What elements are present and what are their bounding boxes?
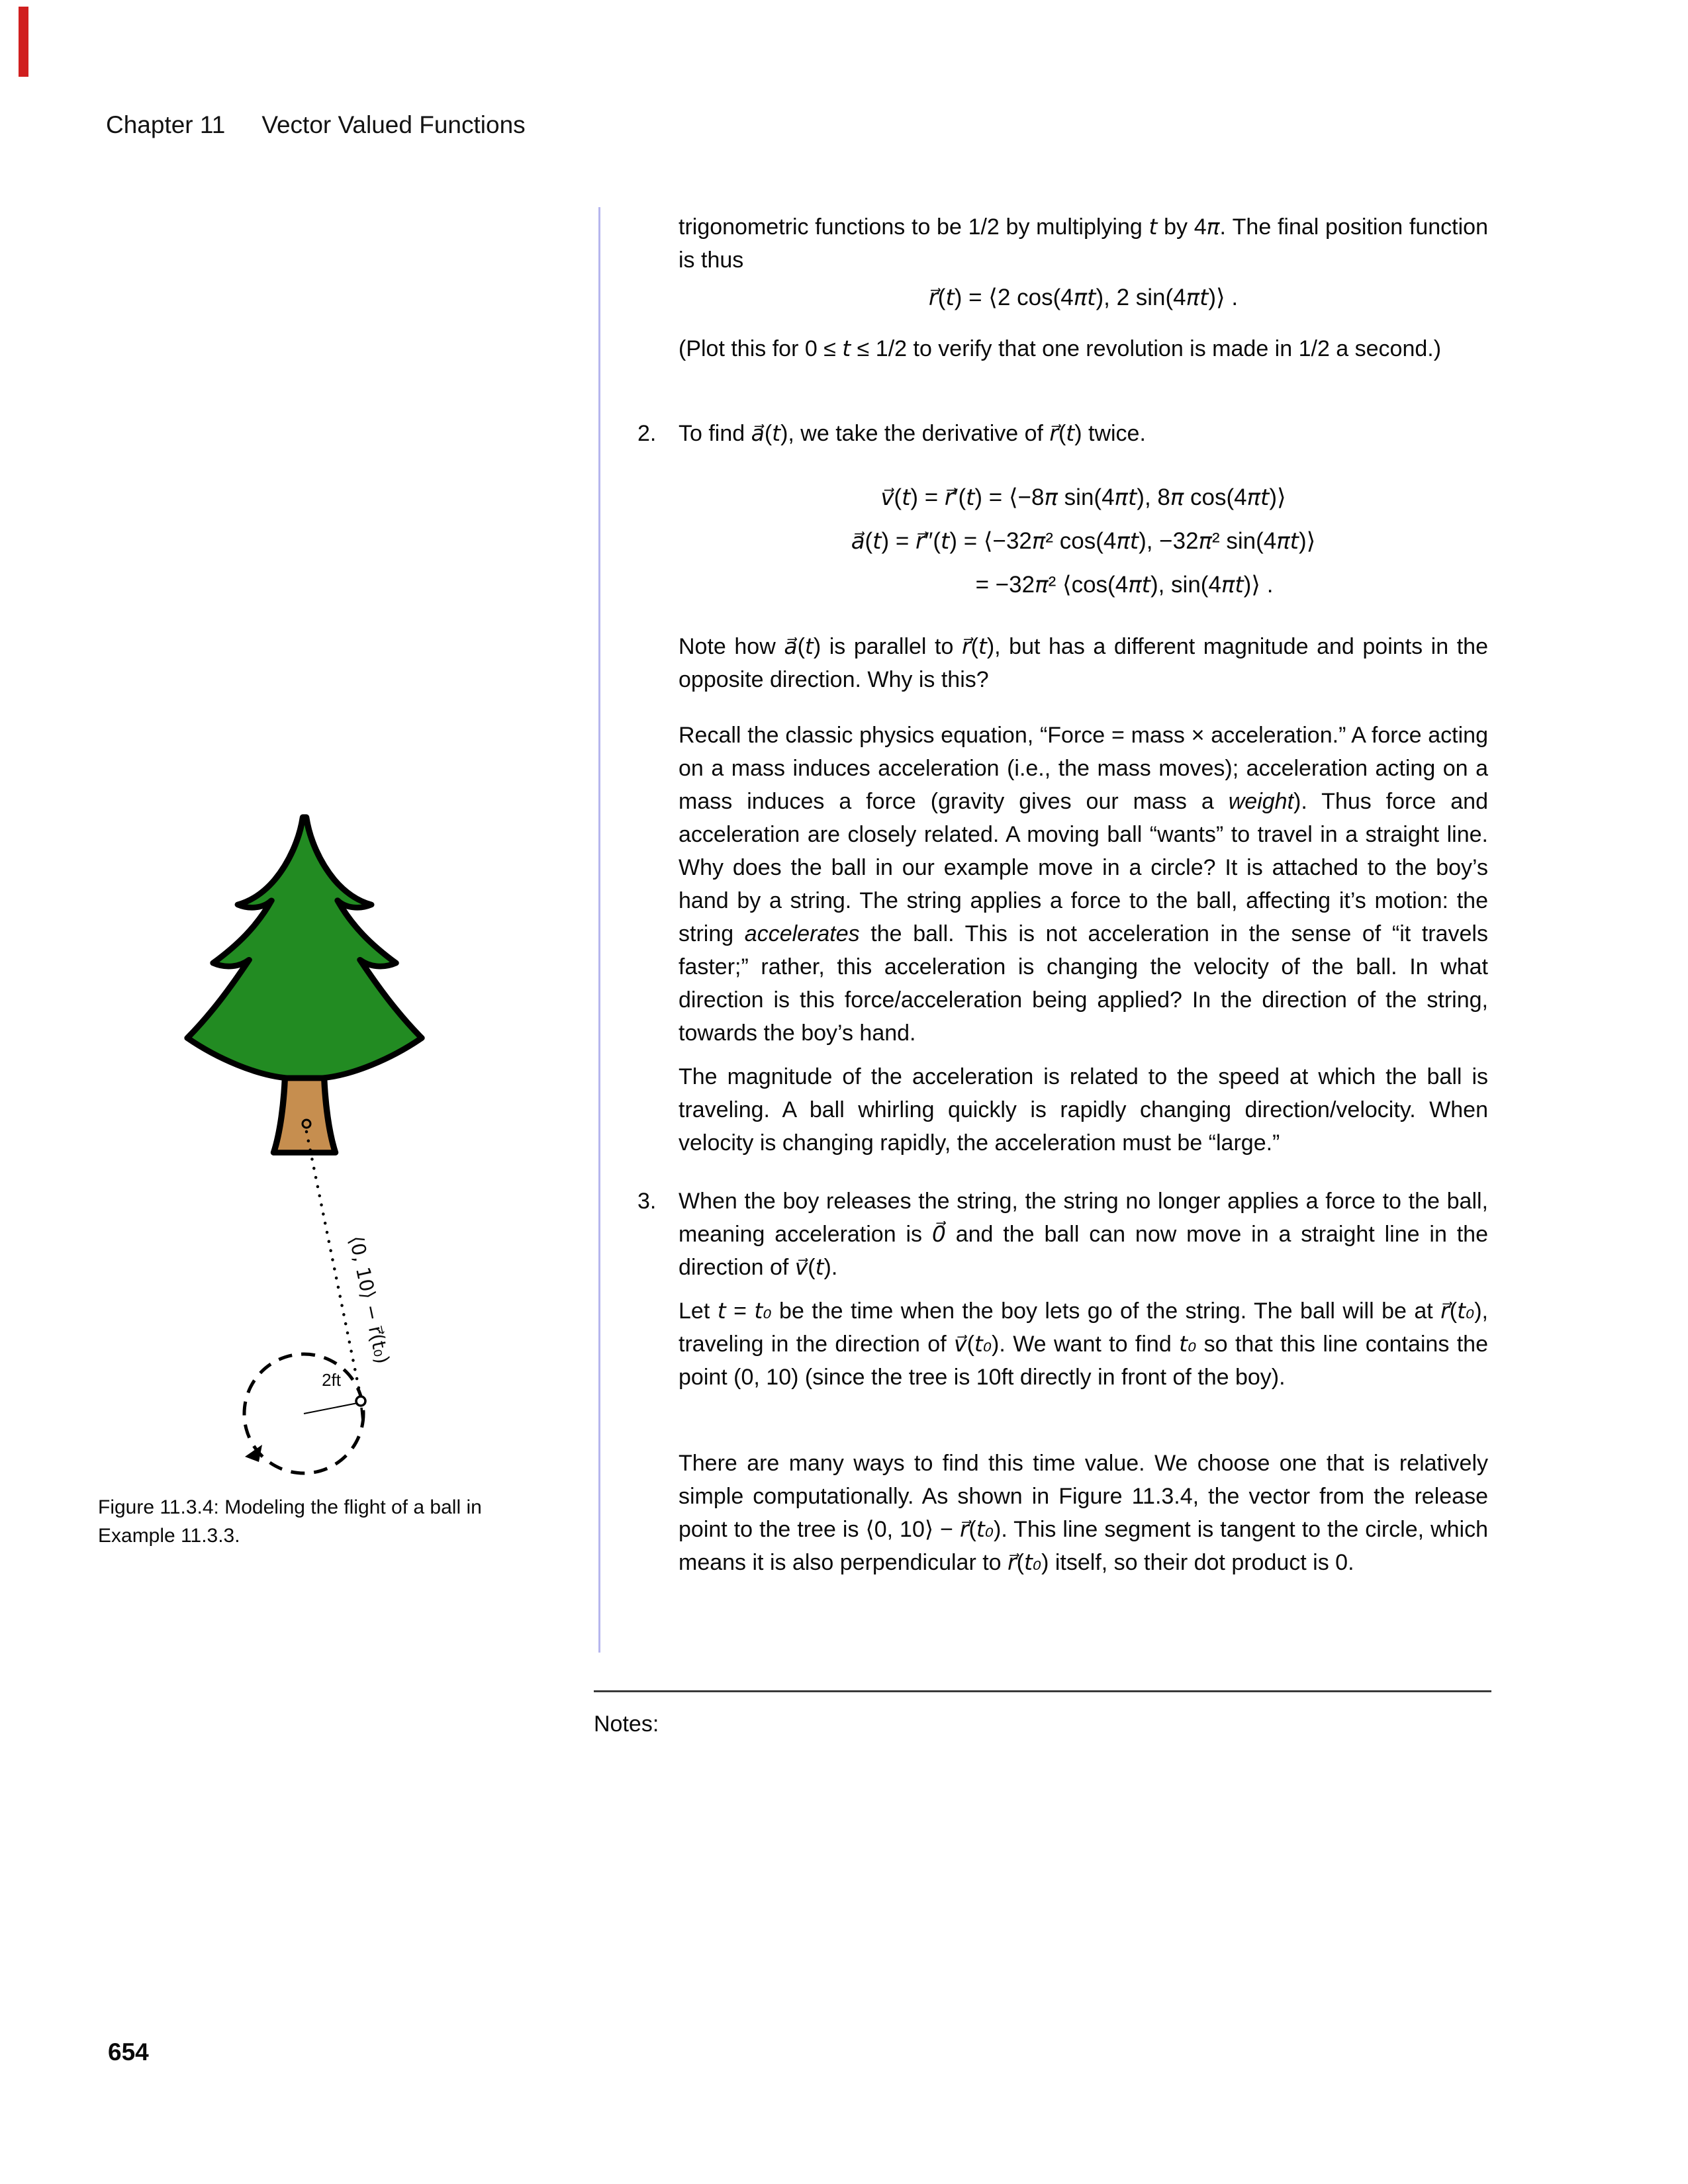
pdf-position-marker [19, 7, 28, 77]
list-number-2: 2. [637, 421, 657, 446]
figure-vector-label: ⟨0, 10⟩ − r⃗(t₀) [344, 1234, 395, 1366]
notes-label: Notes: [594, 1711, 659, 1737]
paragraph-note-how: Note how a⃗(t) is parallel to r⃗(t), but has a different magnitude and points in the opposite direction. Why is this? [679, 633, 1488, 692]
paragraph-recall-physics: Recall the classic physics equation, “Force = mass × acceleration.” A force acting on a mass induces acceleration (i.e., the mass moves); acceleration acting on a mass induces a force (gravity gives our mass a weight). Thus force and acceleration are closely related. A moving ball “wants” to travel in a straight line. Why does the ball in our example move in a circle? It is attached to the boy’s hand by a string. The string applies a force to the ball, affecting it’s motion: the string accelerates the ball. This is not acceleration in the sense of “it travels faster;” rather, this acceleration is changing the velocity of the ball. In what direction is this force/acceleration being applied? In the direction of the string, towards the boy’s hand. [679, 723, 1488, 1046]
equation-position-function: r⃗(t) = ⟨2 cos(4πt), 2 sin(4πt)⟩ . [928, 285, 1239, 311]
release-point-marker [356, 1396, 365, 1406]
release-tick [361, 1408, 363, 1422]
margin-separator-rule [598, 207, 600, 1653]
list-item-2: To find a⃗(t), we take the derivative of r⃗(t) twice. [679, 420, 1146, 446]
paragraph-many-ways: There are many ways to find this time value. We choose one that is relatively simple computationally. As shown in Figure 11.3.4, the vector from the release point to the tree is ⟨0, 10⟩ − r⃗(t₀). This line segment is tangent to the circle, which means it is also perpendicular to r⃗(t₀) itself, so their dot product is 0. [679, 1451, 1488, 1575]
chapter-title: Vector Valued Functions [261, 111, 526, 138]
equation-velocity: v⃗(t) = r⃗′(t) = ⟨−8π sin(4πt), 8π cos(4πt)⟩ [880, 484, 1286, 511]
paragraph-let-t0: Let t = t₀ be the time when the boy lets go of the string. The ball will be at r⃗(t₀), traveling in the direction of v⃗(t₀). We want to find t₀ so that this line contains the point (0, 10) (since the tree is 10ft directly in front of the boy). [679, 1298, 1488, 1390]
radius-line [304, 1403, 357, 1414]
paragraph-plot-note: (Plot this for 0 ≤ t ≤ 1/2 to verify that one revolution is made in 1/2 a second.) [679, 336, 1442, 361]
tree-illustration [187, 817, 422, 1153]
chapter-label: Chapter 11 [106, 111, 226, 138]
equation-acceleration-simplified: = −32π² ⟨cos(4πt), sin(4πt)⟩ . [975, 572, 1274, 598]
figure-radius-label: 2ft [322, 1370, 341, 1390]
paragraph-intro: trigonometric functions to be 1/2 by multiplying t by 4π. The final position function is thus [679, 214, 1489, 273]
running-header [106, 111, 526, 139]
page-number: 654 [108, 2038, 149, 2066]
figure-ball-flight-diagram [132, 794, 503, 1496]
tree-foliage [187, 817, 422, 1078]
list-number-3: 3. [637, 1189, 657, 1214]
equation-acceleration: a⃗(t) = r⃗″(t) = ⟨−32π² cos(4πt), −32π² sin(4πt)⟩ [851, 528, 1316, 555]
notes-divider-rule [594, 1690, 1491, 1692]
tree-trunk [273, 1078, 335, 1153]
figure-caption: Figure 11.3.4: Modeling the flight of a ball in Example 11.3.3. [98, 1496, 482, 1547]
paragraph-magnitude: The magnitude of the acceleration is related to the speed at which the ball is traveling. A ball whirling quickly is rapidly changing direction/velocity. When velocity is changing rapidly, the acceleration must be “large.” [679, 1064, 1488, 1156]
list-item-3: When the boy releases the string, the string no longer applies a force to the ball, meaning acceleration is 0⃗ and the ball can now move in a straight line in the direction of v⃗(t). [679, 1189, 1488, 1280]
